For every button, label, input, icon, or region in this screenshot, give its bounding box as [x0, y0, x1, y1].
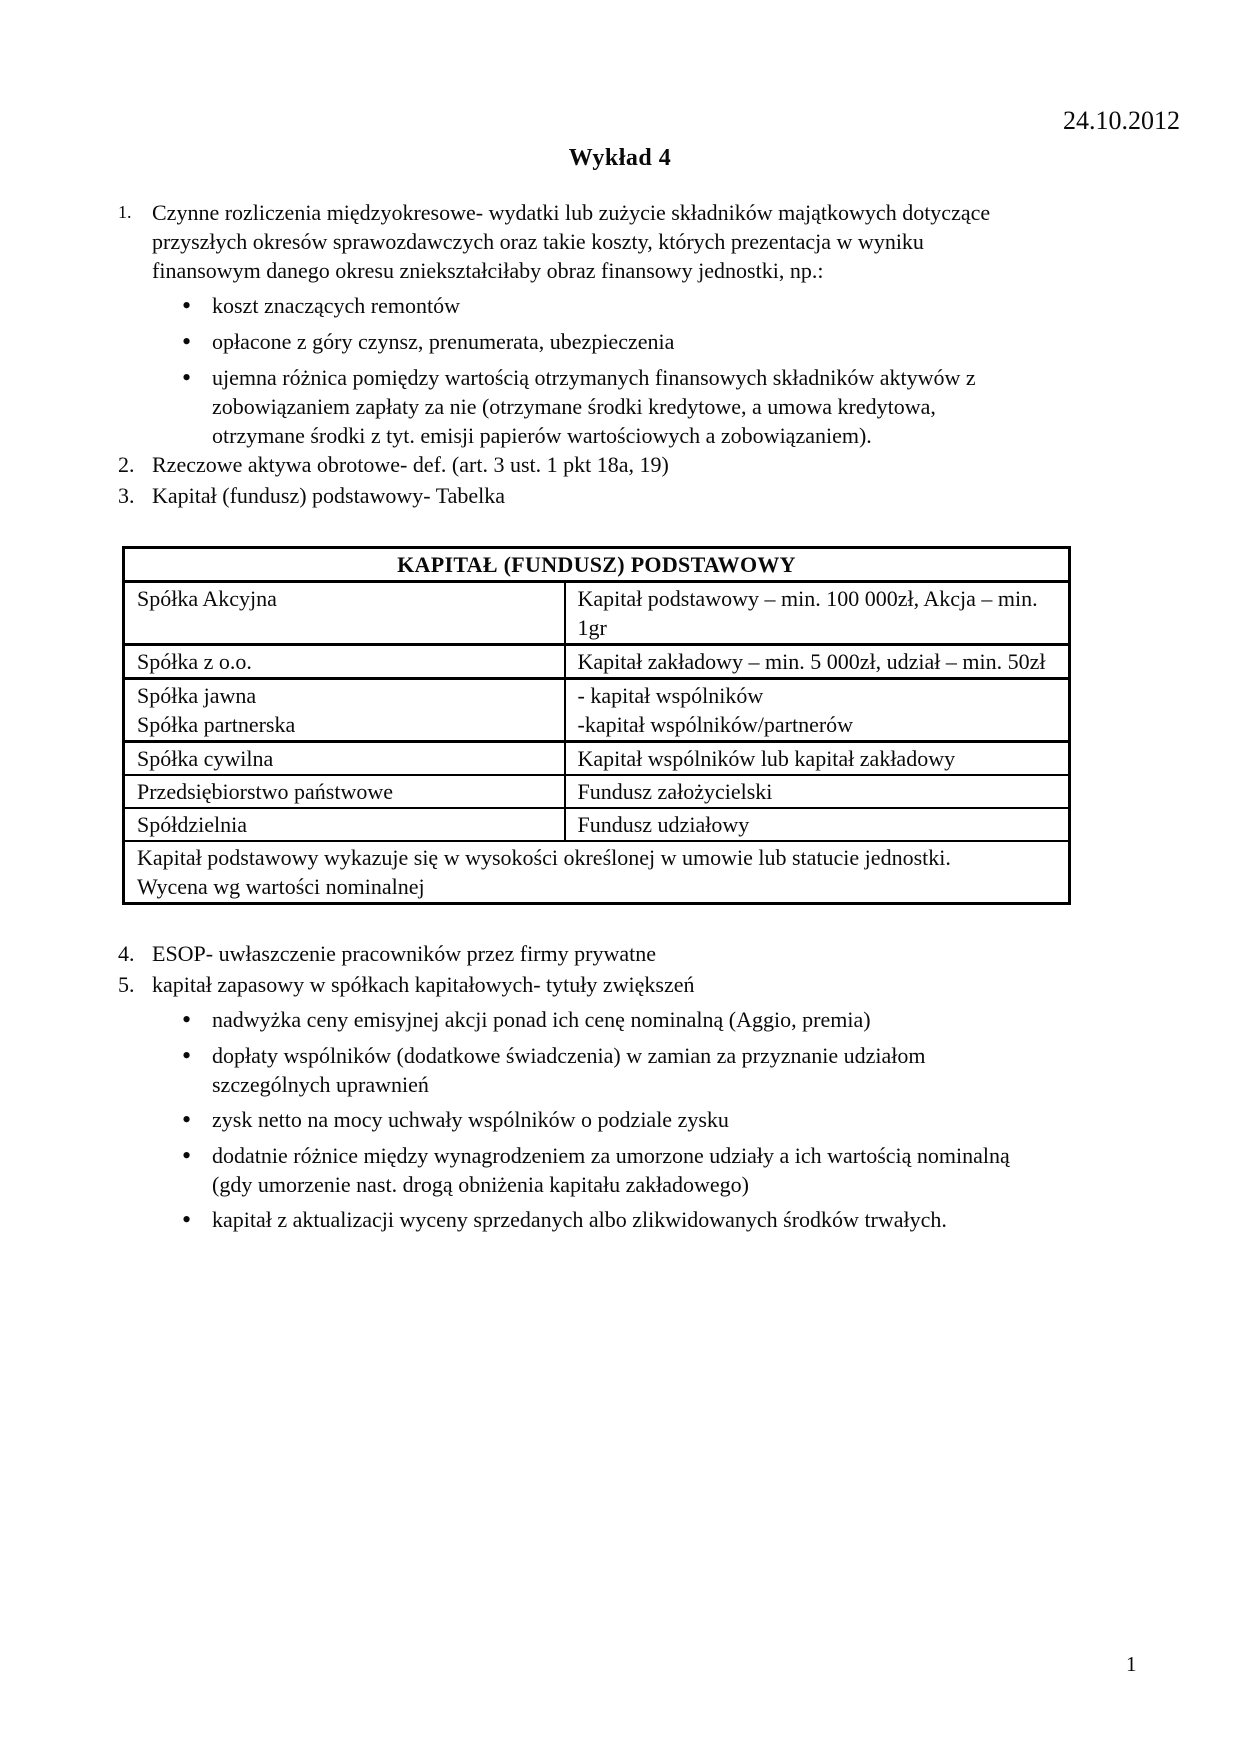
bullet-marker-icon	[182, 1141, 212, 1171]
bullet-item	[182, 1005, 1170, 1035]
bullet-text: zysk netto na mocy uchwały wspólników o podziale zysku	[212, 1107, 729, 1132]
table-row	[124, 775, 1070, 808]
cell-company: Spółka z o.o.	[124, 645, 565, 679]
table-row	[124, 808, 1070, 841]
bullet-marker-icon	[182, 1105, 212, 1135]
item-text: Czynne rozliczenia międzyokresowe- wydatki lub zużycie składników majątkowych dotyczące przyszłych okresów sprawozdawczych oraz takie koszty, których prezentacja w wyniku finansowym danego okresu zniekształciłaby obraz finansowy jednostki, np.:	[152, 200, 991, 283]
cell-company: Spółka cywilna	[124, 742, 565, 776]
item-text: Rzeczowe aktywa obrotowe- def. (art. 3 ust. 1 pkt 18a, 19)	[152, 452, 669, 477]
bullet-item	[182, 1205, 1170, 1235]
item-number: 4.	[118, 941, 135, 966]
bullet-text: nadwyżka ceny emisyjnej akcji ponad ich cenę nominalną (Aggio, premia)	[212, 1007, 871, 1032]
bullet-marker-icon	[182, 1205, 212, 1235]
numbered-list-1	[118, 198, 1170, 510]
bullet-item	[182, 1141, 1170, 1199]
bullet-item	[182, 363, 1170, 450]
bullet-marker-icon	[182, 291, 212, 321]
bullet-text: ujemna różnica pomiędzy wartością otrzymanych finansowych składników aktywów z zobowiązaniem zapłaty za nie (otrzymane środki kredytowe, a umowa kredytowa, otrzymane środki z tyt. emisji papierów wartościowych a zobowiązaniem).	[212, 365, 976, 448]
bullet-item	[182, 291, 1170, 321]
bullet-text: dodatnie różnice między wynagrodzeniem za umorzone udziały a ich wartością nominalną (gdy umorzenie nast. drogą obniżenia kapitału zakładowego)	[212, 1143, 1010, 1197]
numbered-item-4	[118, 939, 1170, 968]
bullet-marker-icon	[182, 1005, 212, 1035]
footer-line: Kapitał podstawowy wykazuje się w wysokości określonej w umowie lub statucie jednostki.	[137, 845, 951, 870]
cell-capital: Fundusz założycielski	[565, 775, 1070, 808]
bullet-text: koszt znaczących remontów	[212, 293, 460, 318]
bullet-marker-icon	[182, 1041, 212, 1071]
bullet-text: opłacone z góry czynsz, prenumerata, ubezpieczenia	[212, 329, 675, 354]
numbered-item-3	[118, 481, 1170, 510]
cell-capital: Kapitał podstawowy – min. 100 000zł, Akcja – min. 1gr	[565, 582, 1070, 645]
table-row	[124, 645, 1070, 679]
cell-line: Spółka jawna	[137, 683, 257, 708]
item-text: Kapitał (fundusz) podstawowy- Tabelka	[152, 483, 506, 508]
cell-capital	[565, 679, 1070, 742]
numbered-item-5	[118, 970, 1170, 999]
capital-table	[122, 546, 1071, 905]
bullet-text: dopłaty wspólników (dodatkowe świadczenia) w zamian za przyznanie udziałom szczególnych uprawnień	[212, 1043, 926, 1097]
item-number: 1.	[118, 202, 132, 222]
table-title: KAPITAŁ (FUNDUSZ) PODSTAWOWY	[124, 548, 1070, 582]
cell-line: Spółka partnerska	[137, 712, 296, 737]
cell-company: Przedsiębiorstwo państwowe	[124, 775, 565, 808]
bullet-marker-icon	[182, 327, 212, 357]
bullet-text: kapitał z aktualizacji wyceny sprzedanych albo zlikwidowanych środków trwałych.	[212, 1207, 947, 1232]
item-text: ESOP- uwłaszczenie pracowników przez firmy prywatne	[152, 941, 656, 966]
footer-line: Wycena wg wartości nominalnej	[137, 874, 425, 899]
document-body	[0, 198, 1240, 1235]
bullet-item	[182, 1105, 1170, 1135]
numbered-item-2	[118, 450, 1170, 479]
cell-line: -kapitał wspólników/partnerów	[577, 712, 854, 737]
table-row	[124, 679, 1070, 742]
cell-capital: Kapitał wspólników lub kapitał zakładowy	[565, 742, 1070, 776]
cell-capital: Fundusz udziałowy	[565, 808, 1070, 841]
numbered-item-1	[118, 198, 1170, 285]
cell-line: - kapitał wspólników	[577, 683, 764, 708]
cell-capital: Kapitał zakładowy – min. 5 000zł, udział – min. 50zł	[565, 645, 1070, 679]
bullet-marker-icon	[182, 363, 212, 393]
item-number: 2.	[118, 452, 135, 477]
bullet-item	[182, 327, 1170, 357]
bullet-list-1	[118, 291, 1170, 450]
table-footer-cell	[124, 841, 1070, 904]
item-number: 5.	[118, 972, 135, 997]
cell-company: Spółka Akcyjna	[124, 582, 565, 645]
table-row	[124, 742, 1070, 776]
table-header-row	[124, 548, 1070, 582]
numbered-list-2	[118, 939, 1170, 1235]
page-number: 1	[1126, 1652, 1137, 1676]
cell-company	[124, 679, 565, 742]
bullet-item	[182, 1041, 1170, 1099]
item-text: kapitał zapasowy w spółkach kapitałowych- tytuły zwiększeń	[152, 972, 695, 997]
table-footer-row	[124, 841, 1070, 904]
bullet-list-2	[118, 1005, 1170, 1235]
document-date: 24.10.2012	[1063, 106, 1180, 135]
cell-company: Spółdzielnia	[124, 808, 565, 841]
page-title: Wykład 4	[568, 145, 672, 171]
table-row	[124, 582, 1070, 645]
item-number: 3.	[118, 483, 135, 508]
